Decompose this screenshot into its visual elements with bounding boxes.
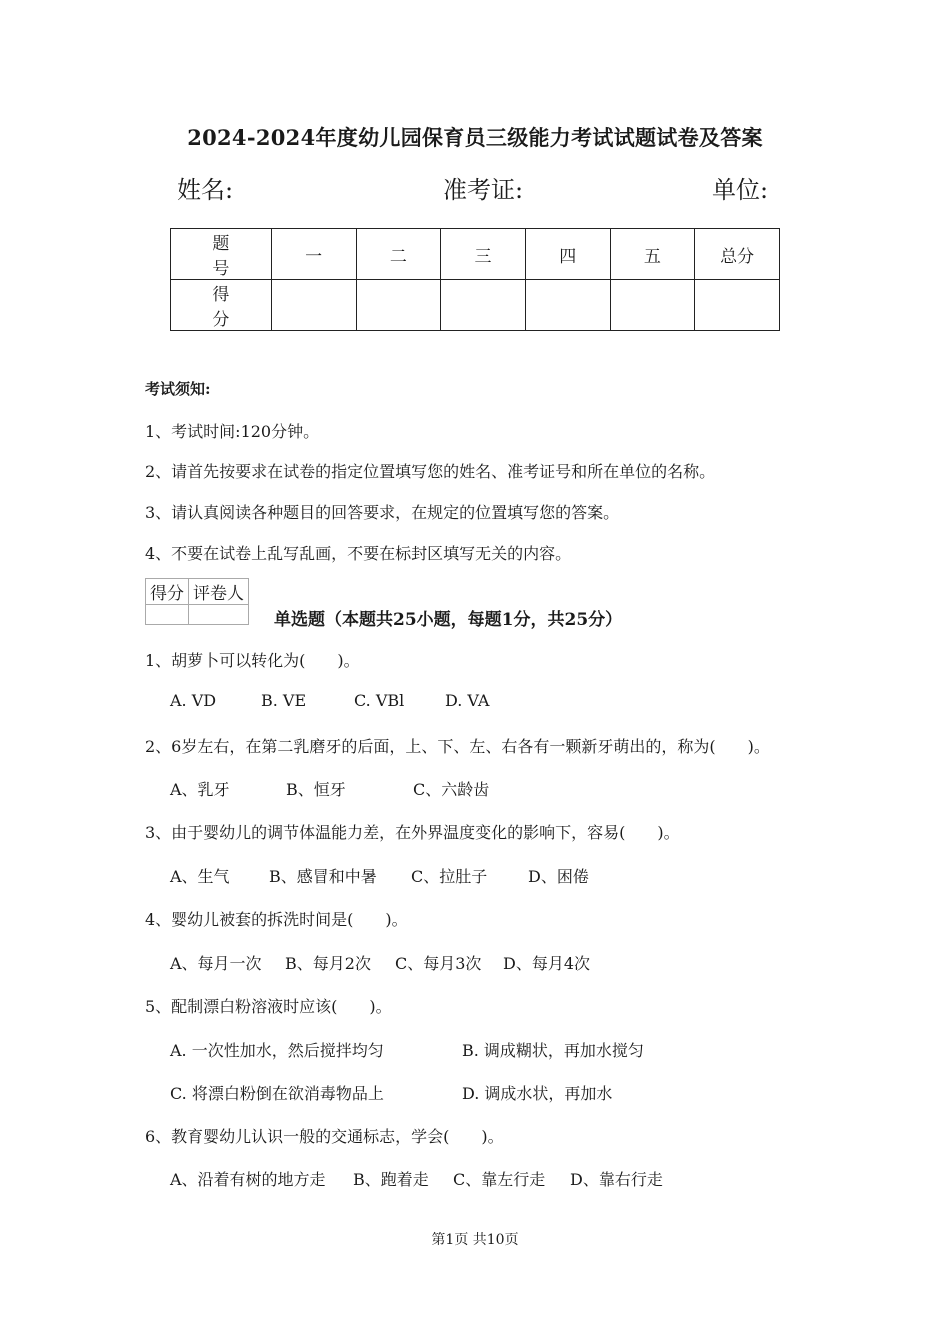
score-header-5: 五 — [610, 229, 695, 280]
score-header-total: 总分 — [695, 229, 780, 280]
exam-number-label: 准考证: — [443, 176, 524, 204]
question-options — [170, 691, 489, 710]
grader-name-label: 评卷人 — [189, 579, 249, 605]
notice-item: 2、请首先按要求在试卷的指定位置填写您的姓名、准考证号和所在单位的名称。 — [145, 462, 716, 481]
unit-label: 单位: — [712, 176, 769, 204]
grader-score-label: 得分 — [146, 579, 189, 605]
score-cell-2 — [356, 280, 441, 331]
section-title: 单选题（本题共25小题，每题1分，共25分） — [274, 610, 623, 630]
question-options — [170, 864, 589, 887]
score-header-question-number: 题 号 — [171, 229, 272, 280]
score-table — [170, 228, 780, 331]
option: B、每月2次 — [285, 954, 371, 973]
page-title: 2024-2024年度幼儿园保育员三级能力考试试题试卷及答案 — [187, 125, 763, 150]
question-options — [170, 777, 489, 800]
question-options — [170, 1167, 663, 1190]
question-stem: 3、由于婴幼儿的调节体温能力差，在外界温度变化的影响下，容易( )。 — [145, 823, 680, 842]
option: C、拉肚子 — [411, 867, 488, 886]
option: C. 将漂白粉倒在欲消毒物品上 — [170, 1084, 384, 1103]
option: A. VD — [170, 691, 217, 710]
option: A、每月一次 — [170, 954, 262, 973]
notice-item: 3、请认真阅读各种题目的回答要求，在规定的位置填写您的答案。 — [145, 503, 620, 522]
score-cell-total — [695, 280, 780, 331]
score-row-label: 得 分 — [171, 280, 272, 331]
score-header-2: 二 — [356, 229, 441, 280]
notice-item: 4、不要在试卷上乱写乱画，不要在标封区填写无关的内容。 — [145, 544, 572, 563]
option: C、六龄齿 — [413, 780, 490, 799]
option: D. 调成水状，再加水 — [462, 1084, 613, 1103]
option: B. 调成糊状，再加水搅匀 — [462, 1041, 644, 1060]
score-cell-3 — [441, 280, 526, 331]
option: A、乳牙 — [170, 780, 230, 799]
question-stem: 4、婴幼儿被套的拆洗时间是( )。 — [145, 910, 408, 929]
option: D、困倦 — [528, 867, 589, 886]
score-cell-5 — [610, 280, 695, 331]
option: A. 一次性加水，然后搅拌均匀 — [170, 1041, 384, 1060]
question-options — [170, 951, 590, 974]
grader-name-cell — [189, 605, 249, 625]
option: C. VBl — [354, 691, 405, 710]
question-stem: 5、配制漂白粉溶液时应该( )。 — [145, 997, 392, 1016]
option: B、恒牙 — [286, 780, 346, 799]
grader-score-cell — [146, 605, 189, 625]
option: B、跑着走 — [353, 1170, 429, 1189]
question-stem: 6、教育婴幼儿认识一般的交通标志，学会( )。 — [145, 1127, 504, 1146]
score-table-score-row — [171, 280, 780, 331]
score-cell-4 — [525, 280, 610, 331]
name-label: 姓名: — [177, 176, 234, 204]
score-header-4: 四 — [525, 229, 610, 280]
option: D、每月4次 — [503, 954, 591, 973]
grader-box — [145, 578, 249, 625]
option: C、每月3次 — [395, 954, 482, 973]
notice-title: 考试须知: — [145, 380, 211, 398]
score-header-3: 三 — [441, 229, 526, 280]
option: A、生气 — [170, 867, 230, 886]
score-header-1: 一 — [271, 229, 356, 280]
page-footer: 第1页 共10页 — [431, 1232, 519, 1248]
option: C、靠左行走 — [453, 1170, 546, 1189]
option: B. VE — [261, 691, 307, 710]
question-options — [170, 1081, 612, 1104]
question-options — [170, 1038, 644, 1061]
question-stem: 2、6岁左右，在第二乳磨牙的后面，上、下、左、右各有一颗新牙萌出的，称为( )。 — [145, 737, 770, 756]
option: B、感冒和中暑 — [269, 867, 377, 886]
score-table-header-row — [171, 229, 780, 280]
option: A、沿着有树的地方走 — [170, 1170, 326, 1189]
score-cell-1 — [271, 280, 356, 331]
notice-item: 1、考试时间:120分钟。 — [145, 422, 320, 441]
question-stem: 1、胡萝卜可以转化为( )。 — [145, 651, 360, 670]
option: D. VA — [445, 691, 490, 710]
option: D、靠右行走 — [570, 1170, 663, 1189]
